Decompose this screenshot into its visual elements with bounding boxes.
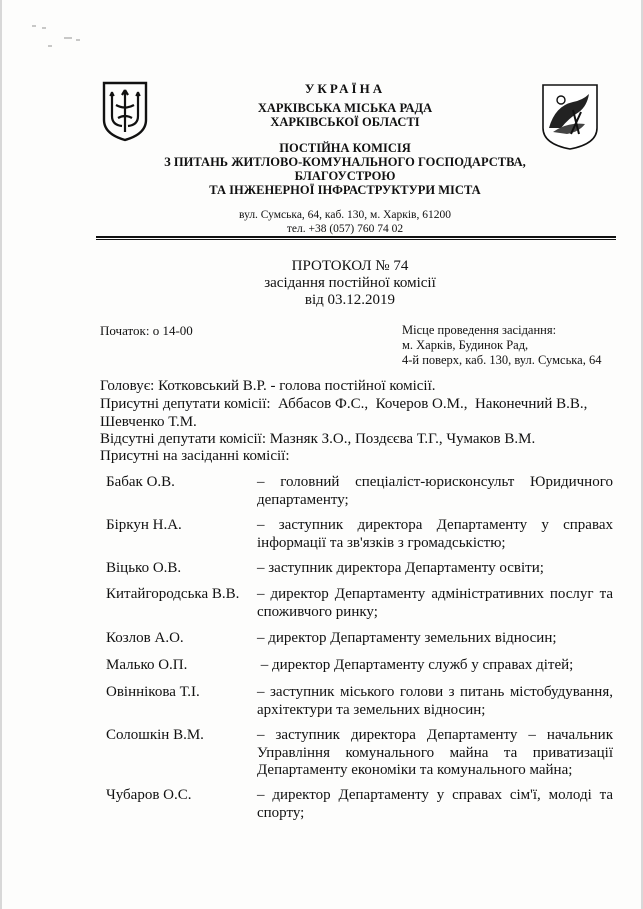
attendee-name: Овіннікова Т.І. [106,684,200,700]
kharkiv-coat-of-arms-icon [539,82,601,152]
attendee-role: – головний спеціаліст-юрисконсульт Юридичного департаменту; [257,474,613,508]
attendee-name: Чубаров О.С. [106,787,192,803]
attendee-name: Китайгородська В.В. [106,586,240,602]
protocol-title-block [220,258,480,309]
protocol-date: від 03.12.2019 [304,292,396,308]
protocol-title: ПРОТОКОЛ № 74 [291,258,409,274]
venue-line-2: м. Харків, Будинок Рад, [402,338,529,352]
header-divider-thick [96,236,616,238]
meeting-venue [402,323,601,368]
commission-line-2: З ПИТАНЬ ЖИТЛОВО-КОМУНАЛЬНОГО ГОСПОДАРСТВА, [164,155,526,169]
attendee-name: Біркун Н.А. [106,517,182,533]
attendee-role: – директор Департаменту адміністративних послуг та споживчого ринку; [257,586,613,620]
phone-number: тел. +38 (057) 760 74 02 [286,223,404,235]
meeting-start-time: Початок: о 14-00 [100,323,193,338]
scan-speck-marks [28,22,88,52]
attendees-heading: Присутні на засіданні комісії: [100,448,290,464]
attendee-role: – директор Департаменту служб у справах дітей; [257,657,574,673]
absent-deputies: Відсутні депутати комісії: Мазняк З.О., Поздєєва Т.Г., Чумаков В.М. [100,431,536,447]
protocol-subtitle: засідання постійної комісії [264,275,436,291]
commission-line-1: ПОСТІЙНА КОМІСІЯ [279,141,411,155]
attendee-name: Бабак О.В. [106,474,175,490]
chairperson-line: Головує: Котковський В.Р. - голова постійної комісії. [100,378,436,394]
contact-block [150,208,540,236]
council-line-1: ХАРКІВСЬКА МІСЬКА РАДА [257,101,433,115]
attendee-name: Віцько О.В. [106,560,182,576]
attendee-role: – директор Департаменту у справах сім'ї, молоді та спорту; [257,787,613,821]
attendee-role: – заступник директора Департаменту освіти; [257,560,544,576]
present-deputies-line-2: Шевченко Т.М. [100,413,197,430]
ukraine-trident-emblem-icon [100,80,150,142]
council-heading [150,101,540,129]
attendee-name: Малько О.П. [106,657,188,673]
attendee-role: – заступник міського голови з питань містобудування, архітектури та земельних відносин; [257,684,613,718]
attendee-role: – заступник директора Департаменту у справах інформації та зв'язків з громадськістю; [257,517,613,551]
present-deputies-line-1: Присутні депутати комісії: Аббасов Ф.С., Кочеров О.М., Наконечний В.В., [100,396,588,412]
header-divider-thin [96,239,616,240]
country-heading: УКРАЇНА [304,81,386,96]
commission-line-4: ТА ІНЖЕНЕРНОЇ ІНФРАСТРУКТУРИ МІСТА [209,183,481,197]
council-line-2: ХАРКІВСЬКОЇ ОБЛАСТІ [270,115,420,129]
present-deputies [100,396,620,431]
attendee-name: Солошкін В.М. [106,727,204,743]
commission-heading [150,141,540,197]
attendee-name: Козлов А.О. [106,630,184,646]
scan-edge-left [0,0,2,909]
venue-line-3: 4-й поверх, каб. 130, вул. Сумська, 64 [402,353,602,367]
postal-address: вул. Сумська, 64, каб. 130, м. Харків, 61200 [239,209,451,221]
commission-line-3: БЛАГОУСТРОЮ [294,169,396,183]
attendee-role: – директор Департаменту земельних відносин; [257,630,557,646]
attendee-role: – заступник директора Департаменту – начальник Управління комунального майна та приватизації Департаменту економіки та комунального майна; [257,727,613,778]
venue-line-1: Місце проведення засідання: [402,323,557,337]
